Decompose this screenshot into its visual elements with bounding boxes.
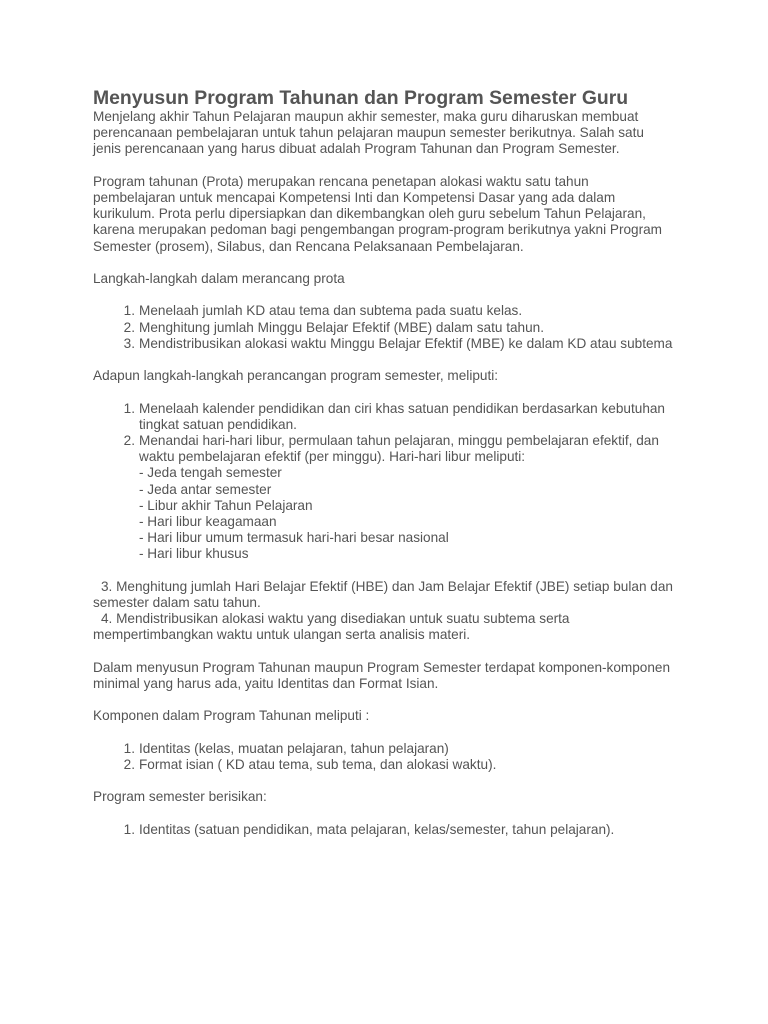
document-title: Menyusun Program Tahunan dan Program Semester Guru (93, 87, 629, 109)
list-item: 3. Mendistribusikan alokasi waktu Minggu Belajar Efektif (MBE) ke dalam KD atau subtema (123, 335, 673, 351)
list-item: 1. Identitas (kelas, muatan pelajaran, tahun pelajaran) (123, 740, 449, 756)
list-item: 2. Menghitung jumlah Minggu Belajar Efektif (MBE) dalam satu tahun. (123, 319, 544, 335)
intro-paragraph: Menjelang akhir Tahun Pelajaran maupun akhir semester, maka guru diharuskan membuat perencanaan pembelajaran untuk tahun pelajaran maupun semester berikutnya. Salah satu jenis perencanaan yang harus dibuat adalah Program Tahunan dan Program Semester. (93, 109, 644, 157)
document-page (93, 87, 673, 838)
prota-steps-list (93, 303, 673, 352)
prota-components-list (93, 741, 673, 773)
list-item: 2. Menandai hari-hari libur, permulaan tahun pelajaran, minggu pembelajaran efektif, dan waktu pembelajaran efektif (per minggu). Hari-hari libur meliputi: - Jeda tengah semester - Jeda antar semester - Libur akhir Tahun Pelajaran - Hari libur keagamaan - Hari libur umum termasuk hari-hari besar nasional - Hari libur khusus (139, 433, 673, 563)
holiday-item: - Jeda tengah semester (139, 465, 282, 481)
holiday-item: - Hari libur keagamaan (139, 514, 277, 529)
list-item: 1. Menelaah kalender pendidikan dan ciri khas satuan pendidikan berdasarkan kebutuhan tingkat satuan pendidikan. (123, 400, 665, 432)
prota-steps-heading: Langkah-langkah dalam merancang prota (93, 271, 345, 286)
prosem-continued (93, 579, 673, 644)
prosem-steps-list (93, 401, 673, 563)
list-item: 1. Identitas (satuan pendidikan, mata pelajaran, kelas/semester, tahun pelajaran). (123, 821, 615, 837)
prota-components-heading: Komponen dalam Program Tahunan meliputi : (93, 708, 370, 724)
list-item: 1. Menelaah jumlah KD atau tema dan subtema pada suatu kelas. (123, 303, 523, 319)
prosem-contents-list (93, 822, 673, 838)
components-paragraph: Dalam menyusun Program Tahunan maupun Program Semester terdapat komponen-komponen minimal yang harus ada, yaitu Identitas dan Format Isian. (93, 659, 671, 691)
prosem-heading: Adapun langkah-langkah perancangan program semester, meliputi: (93, 368, 499, 384)
holiday-item: - Jeda antar semester (139, 481, 272, 497)
list-item: 2. Format isian ( KD atau tema, sub tema, dan alokasi waktu). (123, 756, 497, 772)
prota-paragraph: Program tahunan (Prota) merupakan rencana penetapan alokasi waktu satu tahun pembelajaran untuk mencapai Kompetensi Inti dan Kompetensi Dasar yang ada dalam kurikulum. Prota perlu dipersiapkan dan dikembangkan oleh guru sebelum Tahun Pelajaran, karena merupakan pedoman bagi pengembangan program-program berikutnya yakni Program Semester (prosem), Silabus, dan Rencana Pelaksanaan Pembelajaran. (93, 173, 662, 254)
prosem-step-3: 3. Menghitung jumlah Hari Belajar Efektif (HBE) dan Jam Belajar Efektif (JBE) setiap bulan dan semester dalam satu tahun. (93, 578, 673, 610)
holiday-item: - Hari libur khusus (139, 546, 249, 562)
prosem-contents-heading: Program semester berisikan: (93, 789, 267, 805)
holiday-item: - Hari libur umum termasuk hari-hari besar nasional (139, 530, 449, 546)
holiday-item: - Libur akhir Tahun Pelajaran (139, 497, 313, 513)
prosem-step-4: 4. Mendistribusikan alokasi waktu yang disediakan untuk suatu subtema serta mempertimbangkan waktu untuk ulangan serta analisis materi. (93, 611, 570, 643)
